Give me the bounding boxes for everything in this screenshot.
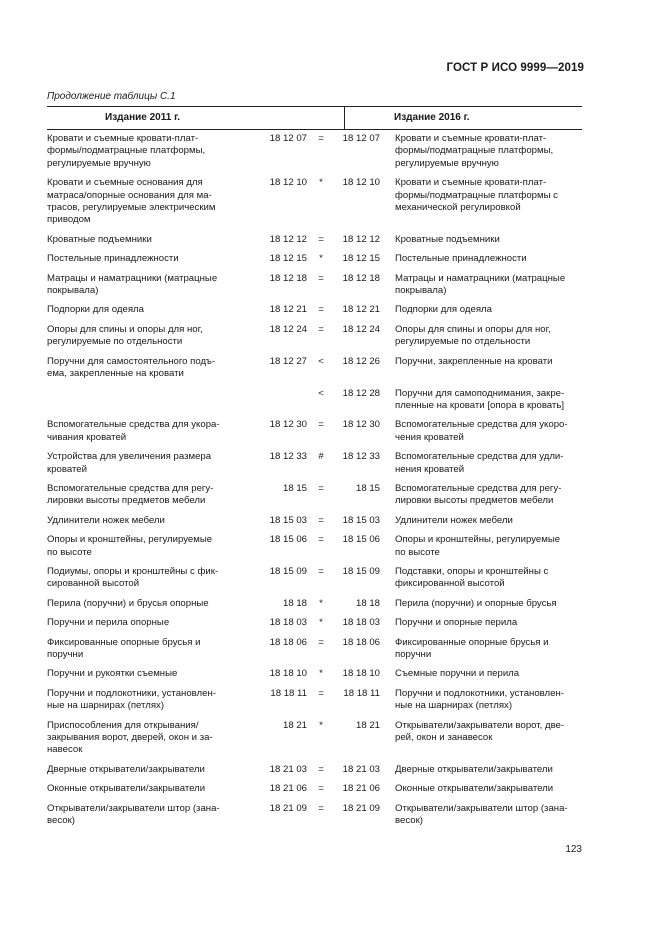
correspondence-symbol: *	[319, 253, 323, 265]
table-row	[47, 598, 582, 610]
term-2011-line: весок)	[47, 815, 75, 827]
term-2011-line: навесок	[47, 744, 83, 756]
term-2016-line: Вспомогательные средства для удли-	[395, 451, 564, 463]
correspondence-symbol: =	[318, 534, 324, 546]
term-2011	[47, 451, 239, 476]
table-row	[47, 253, 582, 265]
code-2016: 18 12 30	[342, 419, 380, 431]
code-2011: 18 15 03	[269, 514, 307, 526]
term-2011	[47, 304, 239, 316]
code-2016: 18 12 15	[342, 253, 380, 265]
code-2011: 18 21	[282, 719, 307, 731]
code-2011: 18 12 24	[269, 323, 307, 335]
code-2011: 18 12 07	[269, 133, 307, 144]
table-row	[47, 764, 582, 776]
term-2016	[395, 534, 581, 559]
table-row	[47, 419, 582, 444]
term-2011-line: Перила (поручни) и брусья опорные	[47, 597, 209, 609]
term-2016-line: ные на шарнирах (петлях)	[395, 700, 513, 712]
term-2011-line: Вспомогательные средства для укора-	[47, 419, 220, 431]
correspondence-symbol: =	[318, 687, 324, 699]
term-2011-line: Подиумы, опоры и кронштейны с фик-	[47, 565, 219, 577]
code-2011: 18 15	[282, 482, 307, 494]
correspondence-symbol: *	[319, 719, 323, 731]
term-2011	[47, 720, 239, 757]
term-2016-line: Подпорки для одеяла	[395, 304, 492, 316]
term-2016-line: лировки высоты предметов мебели	[395, 495, 554, 507]
term-2016-line: Постельные принадлежности	[395, 253, 527, 265]
column-header-2016: Издание 2016 г.	[394, 112, 470, 123]
term-2016	[395, 451, 581, 476]
table-row	[47, 273, 582, 298]
code-2016: 18 12 24	[342, 323, 380, 335]
term-2016-line: Опоры и кронштейны, регулируемые	[395, 534, 561, 546]
term-2011-line: Оконные открыватели/закрыватели	[47, 783, 206, 795]
term-2011	[47, 419, 239, 444]
code-2016: 18 12 33	[342, 451, 380, 463]
table-row	[47, 304, 582, 316]
term-2011	[47, 253, 239, 265]
correspondence-symbol: =	[318, 323, 324, 335]
correspondence-symbol: =	[318, 482, 324, 494]
code-2016: 18 21 03	[342, 763, 380, 775]
term-2011	[47, 783, 239, 795]
term-2011-line: Матрацы и наматрацники (матрацные	[47, 272, 218, 284]
table-header	[47, 106, 582, 130]
term-2011-line: регулируемые вручную	[47, 157, 151, 169]
code-2011: 18 12 10	[269, 177, 307, 189]
table-row	[47, 668, 582, 680]
term-2016	[395, 133, 581, 170]
term-2016-line: формы/подматрацные платформы с	[395, 189, 558, 201]
code-2016: 18 12 21	[342, 304, 380, 316]
term-2016	[395, 388, 581, 413]
term-2016-line: Подставки, опоры и кронштейны с	[395, 565, 549, 577]
term-2016-line: регулируемые вручную	[395, 157, 499, 169]
term-2011-line: приводом	[47, 214, 91, 226]
term-2011-line: Поручни и рукоятки съемные	[47, 668, 178, 680]
correspondence-symbol: *	[319, 177, 323, 189]
term-2011	[47, 637, 239, 662]
table-row	[47, 720, 582, 757]
table-row	[47, 515, 582, 527]
term-2016-line: регулируемые по отдельности	[395, 336, 531, 348]
term-2016-line: Кровати и съемные кровати-плат-	[395, 133, 547, 144]
term-2011	[47, 668, 239, 680]
term-2016	[395, 483, 581, 508]
code-2011: 18 18	[282, 597, 307, 609]
term-2016-line: Удлинители ножек мебели	[395, 514, 513, 526]
correspondence-symbol: <	[318, 355, 324, 367]
code-2016: 18 15 09	[342, 565, 380, 577]
term-2016-line: весок)	[395, 815, 423, 827]
term-2016	[395, 783, 581, 795]
code-2011: 18 18 10	[269, 668, 307, 680]
term-2016-line: Фиксированные опорные брусья и	[395, 636, 549, 648]
table-row	[47, 637, 582, 662]
code-2011	[239, 388, 307, 413]
header-divider	[344, 107, 345, 129]
code-2011: 18 12 33	[269, 451, 307, 463]
code-2016: 18 18 03	[342, 617, 380, 629]
term-2016-line: Перила (поручни) и опорные брусья	[395, 597, 557, 609]
term-2016-line: Открыватели/закрыватели ворот, две-	[395, 719, 565, 731]
table-row	[47, 534, 582, 559]
term-2016	[395, 273, 581, 298]
table-row	[47, 783, 582, 795]
code-2016: 18 12 12	[342, 233, 380, 245]
correspondence-symbol: =	[318, 133, 324, 144]
term-2016	[395, 598, 581, 610]
table-row	[47, 451, 582, 476]
term-2011-line: покрывала)	[47, 285, 99, 297]
term-2016-line: по высоте	[395, 546, 440, 558]
code-2016: 18 18	[355, 597, 380, 609]
code-2016: 18 18 11	[343, 687, 380, 699]
correspondence-table	[47, 106, 582, 834]
term-2016-line: Вспомогательные средства для регу-	[395, 482, 562, 494]
correspondence-symbol: =	[318, 419, 324, 431]
correspondence-symbol: =	[318, 304, 324, 316]
term-2016	[395, 688, 581, 713]
code-2016: 18 15 06	[342, 534, 380, 546]
code-2011: 18 18 11	[270, 687, 307, 699]
document-header: ГОСТ Р ИСО 9999—2019	[446, 62, 584, 74]
code-2011: 18 21 09	[269, 802, 307, 814]
term-2016	[395, 617, 581, 629]
table-row	[47, 388, 582, 413]
code-2011: 18 12 21	[269, 304, 307, 316]
term-2016-line: Вспомогательные средства для укоро-	[395, 419, 568, 431]
term-2016	[395, 234, 581, 246]
table-row	[47, 566, 582, 591]
term-2016-line: поручни	[395, 649, 432, 660]
term-2016-line: Кроватные подъемники	[395, 233, 500, 245]
code-2011: 18 18 03	[269, 617, 307, 629]
term-2011-line: чивания кроватей	[47, 431, 127, 443]
term-2011-line: Опоры для спины и опоры для ног,	[47, 323, 203, 335]
term-2011-line: ема, закрепленные на кровати	[47, 368, 184, 380]
code-2016: 18 15 03	[342, 514, 380, 526]
term-2016	[395, 419, 581, 444]
term-2011	[47, 764, 239, 776]
term-2011	[47, 324, 239, 349]
correspondence-symbol: =	[318, 514, 324, 526]
column-header-2011: Издание 2011 г.	[105, 112, 181, 123]
term-2011	[47, 803, 239, 828]
code-2016: 18 12 18	[342, 272, 380, 284]
term-2011-line: Дверные открыватели/закрыватели	[47, 763, 205, 775]
table-row	[47, 688, 582, 713]
term-2011-line: Вспомогательные средства для регу-	[47, 482, 214, 494]
code-2016: 18 21 06	[342, 783, 380, 795]
term-2016	[395, 177, 581, 227]
correspondence-symbol: =	[318, 272, 324, 284]
term-2011-line: регулируемые по отдельности	[47, 336, 183, 348]
table-row	[47, 133, 582, 170]
term-2016	[395, 356, 581, 381]
term-2011	[47, 617, 239, 629]
code-2011: 18 18 06	[269, 636, 307, 648]
term-2016-line: Опоры для спины и опоры для ног,	[395, 323, 551, 335]
code-2016: 18 18 10	[342, 668, 380, 680]
term-2011	[47, 483, 239, 508]
term-2011-line: Кровати и съемные основания для	[47, 177, 203, 189]
code-2011: 18 15 06	[269, 534, 307, 546]
term-2011-line: закрывания ворот, дверей, окон и за-	[47, 732, 213, 744]
correspondence-symbol: =	[318, 783, 324, 795]
term-2016-line: Матрацы и наматрацники (матрацные	[395, 272, 566, 284]
term-2016-line: чения кроватей	[395, 431, 464, 443]
term-2016	[395, 668, 581, 680]
term-2011-line: Фиксированные опорные брусья и	[47, 636, 201, 648]
term-2011-line: кроватей	[47, 463, 87, 475]
term-2011-line: Кровати и съемные кровати-плат-	[47, 133, 199, 144]
correspondence-symbol: =	[318, 233, 324, 245]
code-2011: 18 12 18	[269, 272, 307, 284]
term-2016	[395, 566, 581, 591]
term-2016-line: пленные на кровати [опора в кровать]	[395, 399, 564, 411]
code-2016: 18 18 06	[342, 636, 380, 648]
correspondence-symbol: =	[318, 636, 324, 648]
term-2016-line: рей, окон и занавесок	[395, 732, 493, 744]
term-2016-line: Поручни и опорные перила	[395, 617, 518, 629]
term-2011-line: Удлинители ножек мебели	[47, 514, 165, 526]
term-2016	[395, 764, 581, 776]
term-2011	[47, 273, 239, 298]
term-2011-line: ные на шарнирах (петлях)	[47, 700, 165, 712]
term-2016-line: нения кроватей	[395, 463, 465, 475]
term-2011	[47, 515, 239, 527]
term-2011	[47, 688, 239, 713]
term-2016	[395, 304, 581, 316]
term-2016-line: Поручни и подлокотники, установлен-	[395, 687, 564, 699]
term-2016-line: Дверные открыватели/закрыватели	[395, 763, 553, 775]
term-2011-line: поручни	[47, 649, 84, 660]
term-2016-line: покрывала)	[395, 285, 447, 297]
term-2016	[395, 253, 581, 265]
term-2011-line: Поручни и перила опорные	[47, 617, 170, 629]
table-row	[47, 324, 582, 349]
term-2011	[47, 177, 239, 227]
correspondence-symbol: <	[318, 387, 324, 399]
term-2011-line: Кроватные подъемники	[47, 233, 152, 245]
term-2011-line: трасов, регулируемые электрическим	[47, 202, 216, 214]
term-2011-line: лировки высоты предметов мебели	[47, 495, 206, 507]
term-2011	[47, 534, 239, 559]
term-2016	[395, 324, 581, 349]
code-2016: 18 21	[355, 719, 380, 731]
table-caption: Продолжение таблицы С.1	[47, 91, 176, 102]
correspondence-symbol: *	[319, 597, 323, 609]
code-2011: 18 12 30	[269, 419, 307, 431]
term-2016-line: Кровати и съемные кровати-плат-	[395, 177, 547, 189]
term-2016	[395, 515, 581, 527]
table-row	[47, 177, 582, 227]
term-2016-line: Открыватели/закрыватели штор (зана-	[395, 802, 568, 814]
code-2011: 18 12 15	[269, 253, 307, 265]
term-2011-line: Устройства для увеличения размера	[47, 451, 212, 463]
code-2016: 18 21 09	[342, 802, 380, 814]
term-2016	[395, 803, 581, 828]
code-2011: 18 12 12	[269, 233, 307, 245]
code-2016: 18 12 26	[342, 355, 380, 367]
term-2011-line: Поручни и подлокотники, установлен-	[47, 687, 216, 699]
code-2016: 18 12 28	[342, 387, 380, 399]
term-2016-line: фиксированной высотой	[395, 578, 505, 590]
correspondence-symbol: #	[318, 451, 324, 463]
term-2016-line: формы/подматрацные платформы,	[395, 145, 554, 157]
term-2016-line: Съемные поручни и перила	[395, 668, 520, 680]
code-2011: 18 12 27	[269, 355, 307, 367]
code-2011: 18 15 09	[269, 565, 307, 577]
code-2016: 18 12 07	[342, 133, 380, 144]
page-number: 123	[565, 844, 582, 855]
term-2011-line: Постельные принадлежности	[47, 253, 179, 265]
term-2011-line: матраса/опорные основания для ма-	[47, 189, 212, 201]
correspondence-symbol: =	[318, 802, 324, 814]
correspondence-symbol: =	[318, 763, 324, 775]
table-row	[47, 356, 582, 381]
term-2011	[47, 133, 239, 170]
correspondence-symbol: *	[319, 668, 323, 680]
term-2011-line: Опоры и кронштейны, регулируемые	[47, 534, 213, 546]
table-row	[47, 617, 582, 629]
term-2011-line: Подпорки для одеяла	[47, 304, 144, 316]
code-2016: 18 15	[355, 482, 380, 494]
term-2011	[47, 388, 239, 413]
table-body	[47, 130, 582, 827]
term-2016	[395, 720, 581, 757]
term-2011-line: Открыватели/закрыватели штор (зана-	[47, 802, 220, 814]
term-2016-line: Поручни, закрепленные на кровати	[395, 355, 553, 367]
term-2016-line: Поручни для самоподнимания, закре-	[395, 387, 565, 399]
code-2011: 18 21 06	[269, 783, 307, 795]
term-2016-line: механической регулировкой	[395, 202, 521, 214]
term-2011	[47, 356, 239, 381]
correspondence-symbol: =	[318, 565, 324, 577]
table-row	[47, 803, 582, 828]
table-row	[47, 234, 582, 246]
term-2011-line: сированной высотой	[47, 578, 140, 590]
term-2016-line: Оконные открыватели/закрыватели	[395, 783, 554, 795]
term-2011-line: по высоте	[47, 546, 92, 558]
code-2016: 18 12 10	[342, 177, 380, 189]
term-2011	[47, 234, 239, 246]
term-2011	[47, 566, 239, 591]
term-2011-line: Приспособления для открывания/	[47, 719, 199, 731]
term-2011	[47, 598, 239, 610]
term-2011-line: формы/подматрацные платформы,	[47, 145, 206, 157]
code-2011: 18 21 03	[269, 763, 307, 775]
term-2016	[395, 637, 581, 662]
table-row	[47, 483, 582, 508]
correspondence-symbol: *	[319, 617, 323, 629]
term-2011-line: Поручни для самостоятельного подъ-	[47, 355, 216, 367]
